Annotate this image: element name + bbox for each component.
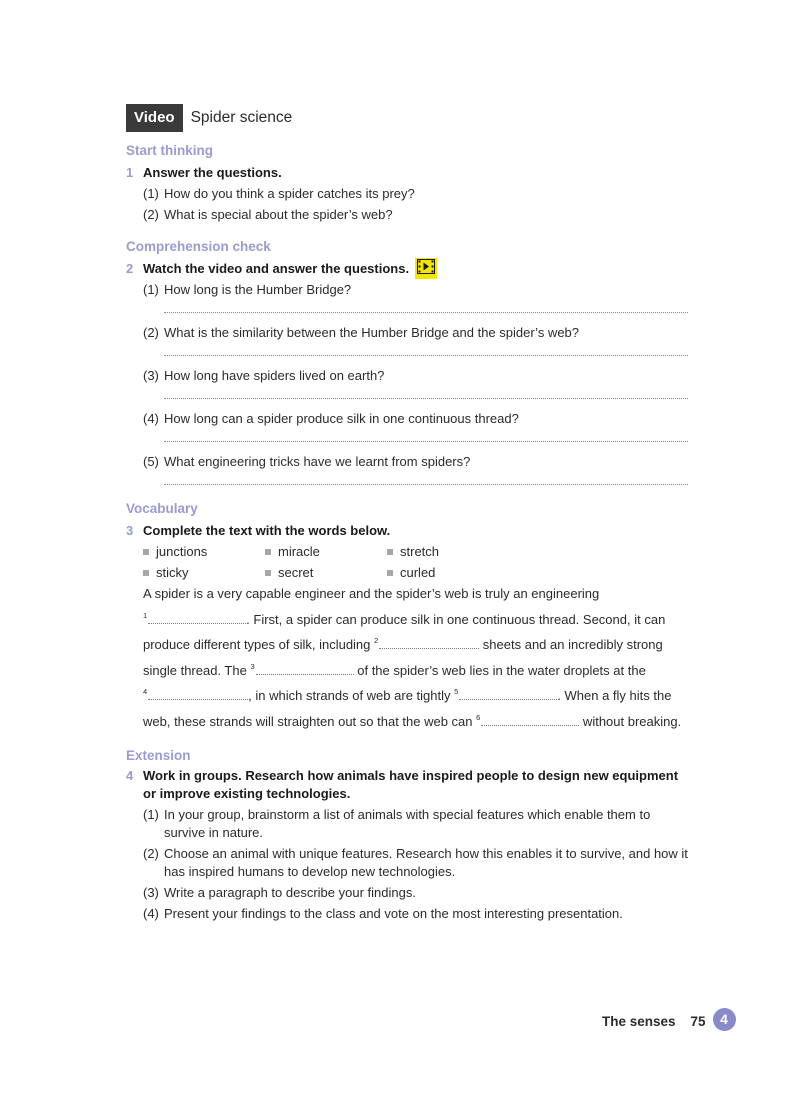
question-number: (1) xyxy=(143,282,159,297)
task-text: Present your findings to the class and vote on the most interesting presentation. xyxy=(164,906,623,921)
answer-line-1[interactable] xyxy=(164,300,688,313)
paragraph-line xyxy=(143,630,706,656)
square-bullet-icon xyxy=(265,549,271,555)
instruction-text: Answer the questions. xyxy=(143,165,282,180)
paragraph-text: produce different types of silk, including xyxy=(143,637,375,652)
video-title-row xyxy=(126,104,706,132)
task-number: (1) xyxy=(143,807,159,822)
task-number: (4) xyxy=(143,906,159,921)
paragraph-text: . When a fly hits the xyxy=(557,688,672,703)
word-bank-item xyxy=(143,562,265,583)
task-item xyxy=(126,882,706,903)
question-item xyxy=(126,408,706,429)
question-text: How long can a spider produce silk in one continuous thread? xyxy=(164,411,519,426)
answer-line-4[interactable] xyxy=(164,429,688,442)
gap-blank-6[interactable] xyxy=(481,713,579,726)
task-item xyxy=(126,806,706,842)
section-heading-extension: Extension xyxy=(126,748,191,763)
page-title: Spider science xyxy=(190,109,293,126)
question-text: How do you think a spider catches its prey? xyxy=(164,186,415,201)
paragraph-text: A spider is a very capable engineer and the spider’s web is truly an engineering xyxy=(143,586,600,601)
task-line: survive in nature. xyxy=(164,825,263,840)
question-item xyxy=(126,183,706,204)
word-text: junctions xyxy=(156,544,208,559)
question-number: (4) xyxy=(143,411,159,426)
word-text: miracle xyxy=(278,544,320,559)
gap-blank-2[interactable] xyxy=(379,636,479,649)
exercise-1-instruction xyxy=(126,162,706,183)
task-number: (2) xyxy=(143,846,159,861)
word-text: secret xyxy=(278,565,314,580)
word-text: curled xyxy=(400,565,436,580)
task-line: Choose an animal with unique features. Research how this enables it to survive, and how it xyxy=(164,846,688,861)
word-bank-item xyxy=(265,541,387,562)
task-text: Write a paragraph to describe your findings. xyxy=(164,885,416,900)
question-number: (2) xyxy=(143,207,159,222)
gap-fill-paragraph xyxy=(126,583,706,732)
task-item xyxy=(126,845,706,881)
unit-badge: 4 xyxy=(713,1008,736,1031)
question-number: (2) xyxy=(143,325,159,340)
paragraph-text: . First, a spider can produce silk in one continuous thread. Second, it can xyxy=(246,611,666,627)
paragraph-line xyxy=(143,681,706,707)
gap-blank-1[interactable] xyxy=(148,611,246,624)
question-item xyxy=(126,279,706,300)
paragraph-text: without breaking. xyxy=(579,713,682,729)
paragraph-line xyxy=(143,583,706,605)
instruction-text: Complete the text with the words below. xyxy=(143,523,391,538)
blank-number: 3 xyxy=(250,661,255,671)
word-bank-item xyxy=(387,541,509,562)
question-text: How long have spiders lived on earth? xyxy=(164,368,385,383)
square-bullet-icon xyxy=(387,570,393,576)
task-text xyxy=(164,845,706,881)
blank-number: 4 xyxy=(143,687,148,696)
question-number: (3) xyxy=(143,368,159,383)
answer-line-2[interactable] xyxy=(164,343,688,356)
square-bullet-icon xyxy=(143,549,149,555)
exercise-number: 3 xyxy=(126,523,134,538)
blank-number: 2 xyxy=(374,636,379,645)
section-heading-comprehension: Comprehension check xyxy=(126,239,271,254)
word-bank-item xyxy=(387,562,509,583)
task-line: has inspired humans to develop new technologies. xyxy=(164,864,456,879)
answer-line-5[interactable] xyxy=(164,472,688,485)
gap-blank-5[interactable] xyxy=(459,687,557,700)
paragraph-line xyxy=(143,605,706,631)
page-number: 75 xyxy=(690,1014,706,1029)
instruction-text: Watch the video and answer the questions. xyxy=(143,261,410,276)
square-bullet-icon xyxy=(143,570,149,576)
instruction-text xyxy=(143,767,678,803)
word-bank-item xyxy=(265,562,387,583)
section-heading-start-thinking: Start thinking xyxy=(126,143,213,158)
question-text: What is special about the spider’s web? xyxy=(164,207,393,222)
page-footer xyxy=(602,1010,736,1033)
word-text: sticky xyxy=(156,565,189,580)
paragraph-line xyxy=(143,707,706,733)
paragraph-text: web, these strands will straighten out so that the web can xyxy=(143,713,477,729)
question-text: What is the similarity between the Humber Bridge and the spider’s web? xyxy=(164,325,580,340)
square-bullet-icon xyxy=(265,570,271,576)
exercise-number: 1 xyxy=(126,165,134,180)
blank-number: 5 xyxy=(454,687,459,696)
question-item xyxy=(126,451,706,472)
section-heading-vocabulary: Vocabulary xyxy=(126,501,198,516)
exercise-number: 4 xyxy=(126,768,134,783)
question-item xyxy=(126,365,706,386)
paragraph-text: of the spider’s web lies in the water droplets at the xyxy=(353,662,646,678)
exercise-3-instruction xyxy=(126,520,706,541)
instruction-line: or improve existing technologies. xyxy=(143,786,351,801)
question-item xyxy=(126,204,706,225)
paragraph-text: sheets and an incredibly strong xyxy=(479,637,663,652)
question-item xyxy=(126,322,706,343)
video-tag: Video xyxy=(126,104,183,132)
gap-blank-4[interactable] xyxy=(148,687,248,700)
exercise-4-instruction xyxy=(126,767,706,803)
task-text xyxy=(164,806,706,842)
word-bank-row-1 xyxy=(126,541,706,562)
question-text: What engineering tricks have we learnt from spiders? xyxy=(164,454,471,469)
worksheet-page xyxy=(126,104,706,924)
paragraph-line xyxy=(143,656,706,682)
instruction-line: Work in groups. Research how animals have inspired people to design new equipment xyxy=(143,768,679,783)
paragraph-text: , in which strands of web are tightly xyxy=(248,688,455,703)
question-number: (1) xyxy=(143,186,159,201)
question-text: How long is the Humber Bridge? xyxy=(164,282,352,297)
video-play-icon[interactable] xyxy=(415,258,437,279)
answer-line-3[interactable] xyxy=(164,386,688,399)
task-item xyxy=(126,903,706,924)
unit-title: The senses xyxy=(602,1014,676,1029)
question-number: (5) xyxy=(143,454,159,469)
word-bank-item xyxy=(143,541,265,562)
blank-number: 1 xyxy=(143,610,148,620)
blank-number: 6 xyxy=(476,712,481,722)
exercise-2-instruction xyxy=(126,258,706,279)
paragraph-text: single thread. The xyxy=(143,662,251,678)
word-bank-row-2 xyxy=(126,562,706,583)
task-line: In your group, brainstorm a list of animals with special features which enable them to xyxy=(164,807,651,822)
task-number: (3) xyxy=(143,885,159,900)
gap-blank-3[interactable] xyxy=(256,662,354,675)
exercise-number: 2 xyxy=(126,261,134,276)
square-bullet-icon xyxy=(387,549,393,555)
word-text: stretch xyxy=(400,544,440,559)
